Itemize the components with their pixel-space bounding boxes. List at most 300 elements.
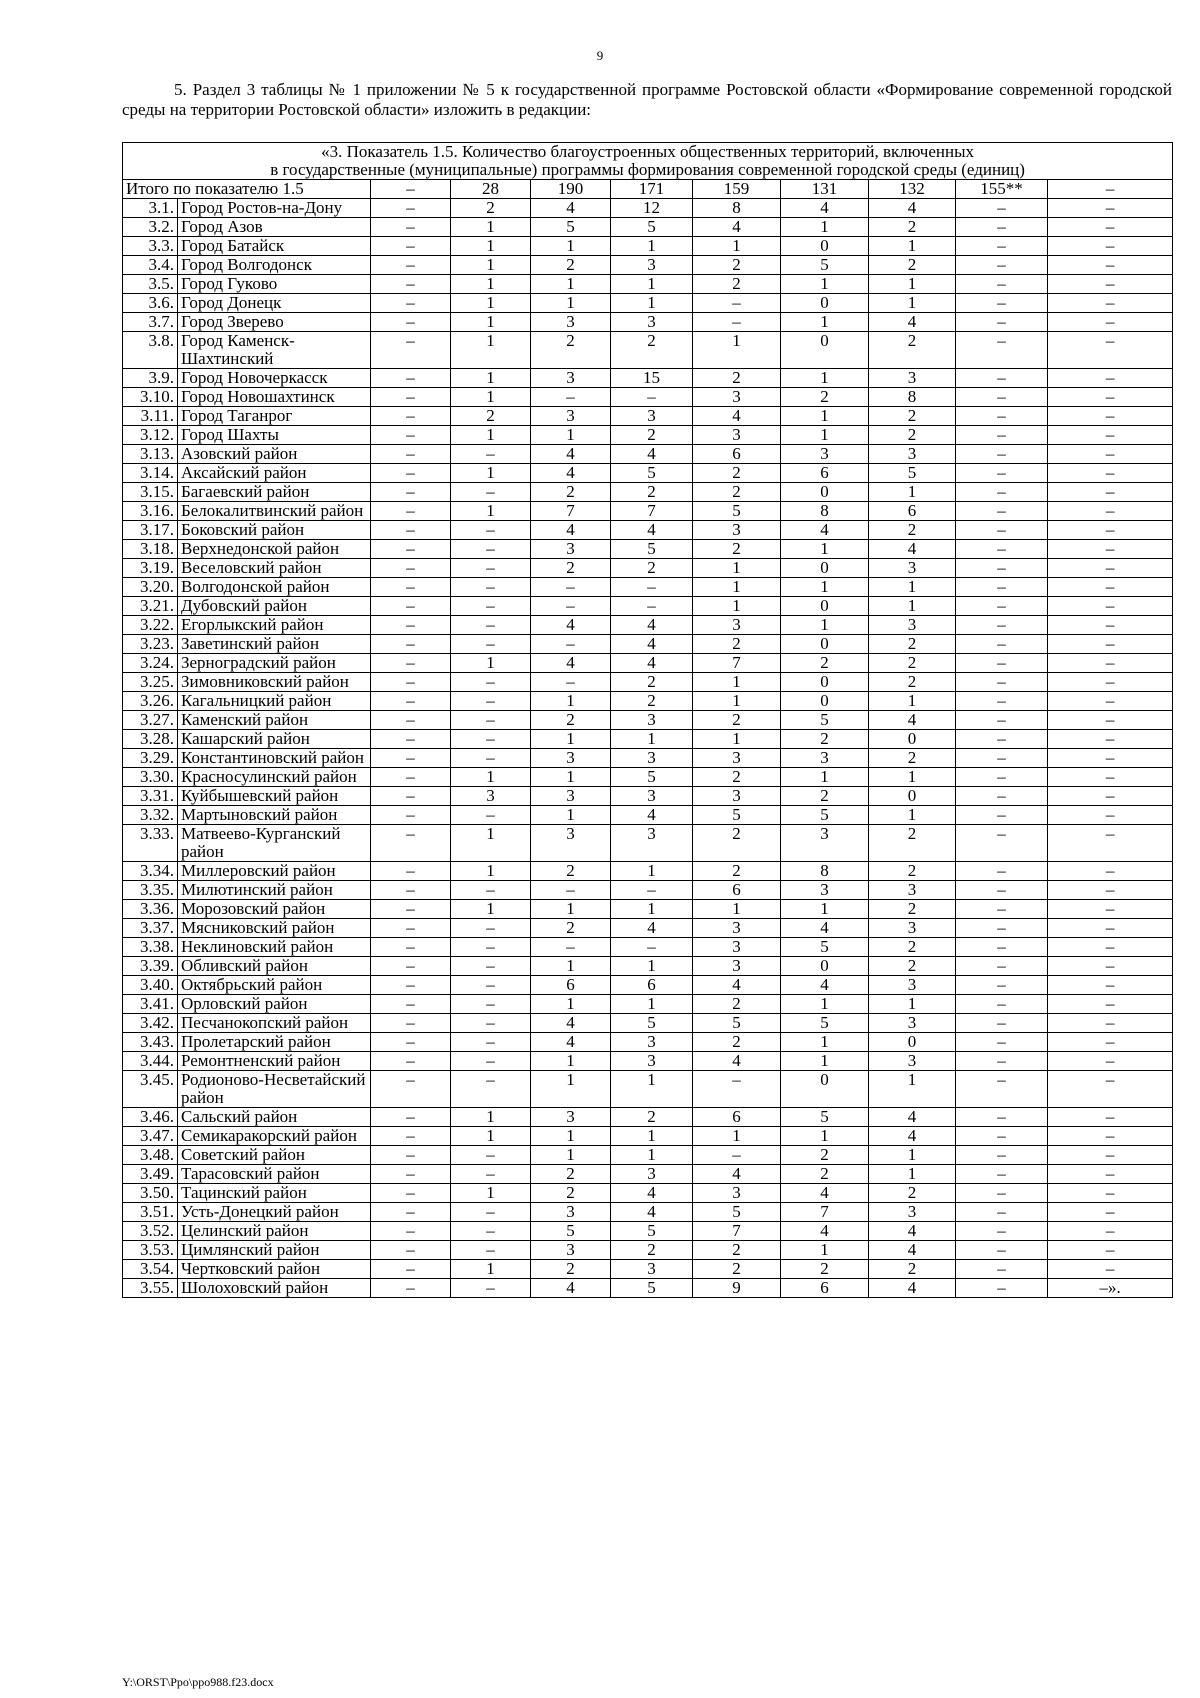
value-cell: 2 (693, 275, 781, 294)
municipality-name: Город Зверево (178, 313, 371, 332)
value-cell: 2 (451, 407, 531, 426)
municipality-name: Аксайский район (178, 464, 371, 483)
value-cell: 1 (611, 1127, 693, 1146)
value-cell: 0 (781, 237, 869, 256)
value-cell: 1 (869, 237, 956, 256)
municipality-name: Город Таганрог (178, 407, 371, 426)
table-row (123, 1279, 1173, 1298)
value-cell: 2 (869, 1260, 956, 1279)
value-cell: 8 (869, 388, 956, 407)
value-cell: 2 (611, 559, 693, 578)
total-value-cell: 28 (451, 180, 531, 199)
value-cell: 2 (611, 1108, 693, 1127)
table-row (123, 578, 1173, 597)
value-cell: – (371, 957, 451, 976)
value-cell: – (451, 1203, 531, 1222)
value-cell: – (1048, 332, 1173, 369)
value-cell: – (451, 976, 531, 995)
value-cell: 1 (531, 900, 611, 919)
row-number: 3.33. (123, 825, 178, 862)
value-cell: 4 (531, 445, 611, 464)
value-cell: – (371, 711, 451, 730)
municipality-name: Город Ростов-на-Дону (178, 199, 371, 218)
value-cell: 3 (693, 1184, 781, 1203)
row-number: 3.20. (123, 578, 178, 597)
value-cell: 1 (451, 1108, 531, 1127)
value-cell: 1 (781, 1127, 869, 1146)
row-number: 3.11. (123, 407, 178, 426)
value-cell: 5 (611, 1014, 693, 1033)
value-cell: – (693, 313, 781, 332)
value-cell: 1 (451, 256, 531, 275)
value-cell: 5 (611, 768, 693, 787)
value-cell: – (371, 749, 451, 768)
value-cell: – (956, 1184, 1048, 1203)
row-number: 3.15. (123, 483, 178, 502)
value-cell: 3 (531, 825, 611, 862)
value-cell: – (371, 521, 451, 540)
value-cell: 1 (781, 900, 869, 919)
value-cell: 0 (781, 673, 869, 692)
municipality-name: Константиновский район (178, 749, 371, 768)
footer-file-path: Y:\ORST\Ppo\ppo988.f23.docx (122, 1675, 274, 1689)
value-cell: 2 (781, 730, 869, 749)
value-cell: – (1048, 749, 1173, 768)
value-cell: 1 (693, 730, 781, 749)
value-cell: 1 (693, 332, 781, 369)
intro-paragraph: 5. Раздел 3 таблицы № 1 приложении № 5 к государственной программе Ростовской области «Формирование современной городской среды на территории Ростовской области» изложить в редакции: (122, 80, 1172, 119)
value-cell: – (956, 407, 1048, 426)
municipality-name: Пролетарский район (178, 1033, 371, 1052)
row-number: 3.16. (123, 502, 178, 521)
indicator-table (122, 142, 1173, 1298)
value-cell: – (1048, 388, 1173, 407)
value-cell: 1 (611, 995, 693, 1014)
municipality-name: Сальский район (178, 1108, 371, 1127)
value-cell: 2 (781, 1165, 869, 1184)
value-cell: – (956, 1033, 1048, 1052)
value-cell: – (1048, 521, 1173, 540)
value-cell: – (956, 369, 1048, 388)
row-number: 3.28. (123, 730, 178, 749)
municipality-name: Милютинский район (178, 881, 371, 900)
value-cell: 1 (451, 464, 531, 483)
value-cell: 2 (869, 957, 956, 976)
value-cell: – (371, 806, 451, 825)
value-cell: 2 (531, 483, 611, 502)
row-number: 3.1. (123, 199, 178, 218)
value-cell: – (1048, 957, 1173, 976)
row-number: 3.10. (123, 388, 178, 407)
municipality-name: Верхнедонской район (178, 540, 371, 559)
value-cell: – (371, 1184, 451, 1203)
value-cell: – (1048, 1222, 1173, 1241)
value-cell: 2 (693, 1241, 781, 1260)
value-cell: – (371, 256, 451, 275)
value-cell: – (451, 483, 531, 502)
value-cell: 1 (531, 995, 611, 1014)
table-row (123, 407, 1173, 426)
value-cell: – (371, 275, 451, 294)
value-cell: 4 (531, 654, 611, 673)
value-cell: 4 (781, 199, 869, 218)
row-number: 3.6. (123, 294, 178, 313)
value-cell: – (371, 559, 451, 578)
municipality-name: Дубовский район (178, 597, 371, 616)
value-cell: 2 (531, 256, 611, 275)
value-cell: 4 (869, 1241, 956, 1260)
table-row (123, 540, 1173, 559)
value-cell: 5 (869, 464, 956, 483)
value-cell: 1 (451, 1127, 531, 1146)
value-cell: 4 (531, 1014, 611, 1033)
municipality-name: Азовский район (178, 445, 371, 464)
value-cell: – (611, 388, 693, 407)
municipality-name: Город Новочеркасск (178, 369, 371, 388)
value-cell: 4 (869, 1279, 956, 1298)
value-cell: 5 (693, 502, 781, 521)
value-cell: – (1048, 825, 1173, 862)
table-row (123, 1108, 1173, 1127)
value-cell: – (956, 1279, 1048, 1298)
value-cell: – (956, 1071, 1048, 1108)
value-cell: – (371, 464, 451, 483)
value-cell: 3 (693, 388, 781, 407)
value-cell: 2 (531, 1184, 611, 1203)
value-cell: 3 (693, 521, 781, 540)
value-cell: 0 (781, 559, 869, 578)
value-cell: – (956, 635, 1048, 654)
row-number: 3.30. (123, 768, 178, 787)
value-cell: – (371, 881, 451, 900)
value-cell: 4 (531, 1033, 611, 1052)
value-cell: – (956, 275, 1048, 294)
municipality-name: Чертковский район (178, 1260, 371, 1279)
value-cell: – (371, 730, 451, 749)
total-value-cell: 155** (956, 180, 1048, 199)
value-cell: 3 (869, 445, 956, 464)
value-cell: – (371, 1241, 451, 1260)
value-cell: 1 (451, 313, 531, 332)
value-cell: – (371, 1146, 451, 1165)
value-cell: – (371, 616, 451, 635)
value-cell: 0 (869, 787, 956, 806)
row-number: 3.24. (123, 654, 178, 673)
value-cell: 1 (611, 900, 693, 919)
value-cell: 1 (781, 616, 869, 635)
value-cell: 2 (611, 426, 693, 445)
value-cell: – (371, 407, 451, 426)
value-cell: 1 (451, 369, 531, 388)
value-cell: – (956, 218, 1048, 237)
value-cell: 3 (869, 559, 956, 578)
value-cell: 1 (451, 502, 531, 521)
value-cell: 5 (693, 806, 781, 825)
value-cell: 2 (869, 635, 956, 654)
value-cell: 4 (693, 407, 781, 426)
value-cell: – (956, 256, 1048, 275)
value-cell: 2 (869, 407, 956, 426)
value-cell: – (371, 635, 451, 654)
value-cell: 5 (781, 256, 869, 275)
value-cell: 2 (869, 218, 956, 237)
value-cell: – (371, 692, 451, 711)
table-row (123, 616, 1173, 635)
municipality-name: Октябрьский район (178, 976, 371, 995)
table-row (123, 313, 1173, 332)
row-number: 3.12. (123, 426, 178, 445)
value-cell: 1 (781, 768, 869, 787)
value-cell: 12 (611, 199, 693, 218)
value-cell: – (1048, 787, 1173, 806)
value-cell: – (371, 332, 451, 369)
table-row (123, 976, 1173, 995)
value-cell: – (451, 578, 531, 597)
total-label: Итого по показателю 1.5 (123, 180, 371, 199)
value-cell: 2 (693, 483, 781, 502)
value-cell: 2 (781, 787, 869, 806)
value-cell: – (371, 369, 451, 388)
value-cell: – (956, 654, 1048, 673)
table-row (123, 768, 1173, 787)
value-cell: – (371, 1260, 451, 1279)
value-cell: 1 (451, 900, 531, 919)
value-cell: – (1048, 1146, 1173, 1165)
value-cell: – (451, 521, 531, 540)
value-cell: 3 (531, 540, 611, 559)
value-cell: – (956, 521, 1048, 540)
municipality-name: Город Батайск (178, 237, 371, 256)
value-cell: 4 (869, 199, 956, 218)
municipality-name: Тарасовский район (178, 1165, 371, 1184)
value-cell: 3 (611, 1052, 693, 1071)
value-cell: 2 (531, 1165, 611, 1184)
value-cell: 5 (693, 1203, 781, 1222)
value-cell: – (371, 483, 451, 502)
value-cell: 1 (531, 294, 611, 313)
municipality-name: Мартыновский район (178, 806, 371, 825)
value-cell: – (451, 711, 531, 730)
table-row (123, 199, 1173, 218)
value-cell: – (956, 900, 1048, 919)
value-cell: – (1048, 407, 1173, 426)
value-cell: 2 (781, 654, 869, 673)
value-cell: – (956, 616, 1048, 635)
value-cell: – (371, 1222, 451, 1241)
value-cell: – (956, 597, 1048, 616)
municipality-name: Кашарский район (178, 730, 371, 749)
municipality-name: Орловский район (178, 995, 371, 1014)
table-row (123, 1071, 1173, 1108)
page-number: 9 (596, 48, 604, 63)
value-cell: 2 (611, 332, 693, 369)
municipality-name: Миллеровский район (178, 862, 371, 881)
value-cell: 1 (693, 900, 781, 919)
table-row (123, 806, 1173, 825)
value-cell: – (371, 313, 451, 332)
municipality-name: Цимлянский район (178, 1241, 371, 1260)
value-cell: – (451, 635, 531, 654)
value-cell: – (371, 1014, 451, 1033)
value-cell: 1 (693, 559, 781, 578)
value-cell: 1 (781, 313, 869, 332)
value-cell: – (1048, 294, 1173, 313)
table-row (123, 369, 1173, 388)
value-cell: 0 (781, 1071, 869, 1108)
table-row (123, 635, 1173, 654)
value-cell: 2 (693, 1260, 781, 1279)
row-number: 3.37. (123, 919, 178, 938)
table-row (123, 749, 1173, 768)
value-cell: – (956, 445, 1048, 464)
value-cell: 3 (531, 749, 611, 768)
value-cell: 0 (781, 332, 869, 369)
value-cell: – (956, 1203, 1048, 1222)
value-cell: – (451, 881, 531, 900)
table-row (123, 711, 1173, 730)
value-cell: – (956, 730, 1048, 749)
value-cell: 1 (869, 1071, 956, 1108)
row-number: 3.50. (123, 1184, 178, 1203)
value-cell: – (956, 464, 1048, 483)
value-cell: 1 (869, 692, 956, 711)
value-cell: 1 (781, 1033, 869, 1052)
value-cell: – (611, 597, 693, 616)
value-cell: – (1048, 502, 1173, 521)
table-row (123, 938, 1173, 957)
table-row (123, 825, 1173, 862)
value-cell: 5 (611, 464, 693, 483)
value-cell: 3 (693, 938, 781, 957)
value-cell: – (371, 995, 451, 1014)
row-number: 3.38. (123, 938, 178, 957)
row-number: 3.46. (123, 1108, 178, 1127)
value-cell: – (531, 635, 611, 654)
value-cell: – (1048, 237, 1173, 256)
value-cell: – (1048, 199, 1173, 218)
value-cell: – (693, 1071, 781, 1108)
value-cell: – (451, 957, 531, 976)
value-cell: – (371, 445, 451, 464)
value-cell: 4 (531, 199, 611, 218)
value-cell: – (371, 768, 451, 787)
municipality-name: Зимовниковский район (178, 673, 371, 692)
municipality-name: Морозовский район (178, 900, 371, 919)
table-row (123, 1222, 1173, 1241)
value-cell: 1 (531, 957, 611, 976)
value-cell: – (956, 1241, 1048, 1260)
value-cell: 0 (781, 635, 869, 654)
table-row (123, 654, 1173, 673)
value-cell: 2 (781, 1260, 869, 1279)
value-cell: – (1048, 1127, 1173, 1146)
municipality-name: Обливский район (178, 957, 371, 976)
value-cell: 4 (781, 976, 869, 995)
municipality-name: Песчанокопский район (178, 1014, 371, 1033)
value-cell: 2 (531, 711, 611, 730)
value-cell: 1 (693, 578, 781, 597)
value-cell: 2 (693, 256, 781, 275)
value-cell: – (371, 976, 451, 995)
value-cell: – (371, 825, 451, 862)
value-cell: 3 (869, 369, 956, 388)
value-cell: – (1048, 445, 1173, 464)
value-cell: – (451, 995, 531, 1014)
value-cell: 3 (869, 881, 956, 900)
table-row (123, 881, 1173, 900)
value-cell: 4 (869, 1222, 956, 1241)
municipality-name: Город Донецк (178, 294, 371, 313)
value-cell: – (451, 559, 531, 578)
value-cell: – (1048, 483, 1173, 502)
value-cell: 3 (611, 711, 693, 730)
value-cell: 1 (451, 388, 531, 407)
value-cell: – (956, 540, 1048, 559)
row-number: 3.43. (123, 1033, 178, 1052)
value-cell: – (371, 1071, 451, 1108)
value-cell: 1 (869, 294, 956, 313)
value-cell: – (371, 1203, 451, 1222)
value-cell: 15 (611, 369, 693, 388)
value-cell: 1 (693, 237, 781, 256)
value-cell: 4 (781, 1184, 869, 1203)
value-cell: 1 (531, 426, 611, 445)
value-cell: 4 (611, 616, 693, 635)
value-cell: – (1048, 559, 1173, 578)
municipality-name: Город Каменск-Шахтинский (178, 332, 371, 369)
value-cell: 3 (693, 616, 781, 635)
value-cell: – (1048, 313, 1173, 332)
value-cell: – (956, 1260, 1048, 1279)
row-number: 3.32. (123, 806, 178, 825)
row-number: 3.9. (123, 369, 178, 388)
value-cell: – (1048, 711, 1173, 730)
value-cell: 1 (781, 995, 869, 1014)
value-cell: – (956, 1222, 1048, 1241)
total-value-cell: 132 (869, 180, 956, 199)
value-cell: 3 (611, 749, 693, 768)
value-cell: 2 (693, 1033, 781, 1052)
table-row (123, 1052, 1173, 1071)
value-cell: 4 (781, 521, 869, 540)
value-cell: – (956, 1052, 1048, 1071)
value-cell: – (451, 1146, 531, 1165)
value-cell: 1 (611, 730, 693, 749)
municipality-name: Боковский район (178, 521, 371, 540)
value-cell: – (611, 578, 693, 597)
value-cell: – (531, 881, 611, 900)
row-number: 3.27. (123, 711, 178, 730)
value-cell: – (1048, 900, 1173, 919)
table-row (123, 1146, 1173, 1165)
value-cell: 1 (451, 825, 531, 862)
municipality-name: Красносулинский район (178, 768, 371, 787)
value-cell: 4 (531, 464, 611, 483)
value-cell: 4 (693, 1165, 781, 1184)
value-cell: – (956, 976, 1048, 995)
value-cell: 3 (693, 426, 781, 445)
value-cell: 2 (869, 900, 956, 919)
value-cell: 4 (869, 1127, 956, 1146)
value-cell: – (1048, 218, 1173, 237)
value-cell: 1 (869, 483, 956, 502)
row-number: 3.35. (123, 881, 178, 900)
municipality-name: Кагальницкий район (178, 692, 371, 711)
value-cell: – (956, 919, 1048, 938)
value-cell: 1 (531, 275, 611, 294)
value-cell: 6 (531, 976, 611, 995)
table-row (123, 275, 1173, 294)
